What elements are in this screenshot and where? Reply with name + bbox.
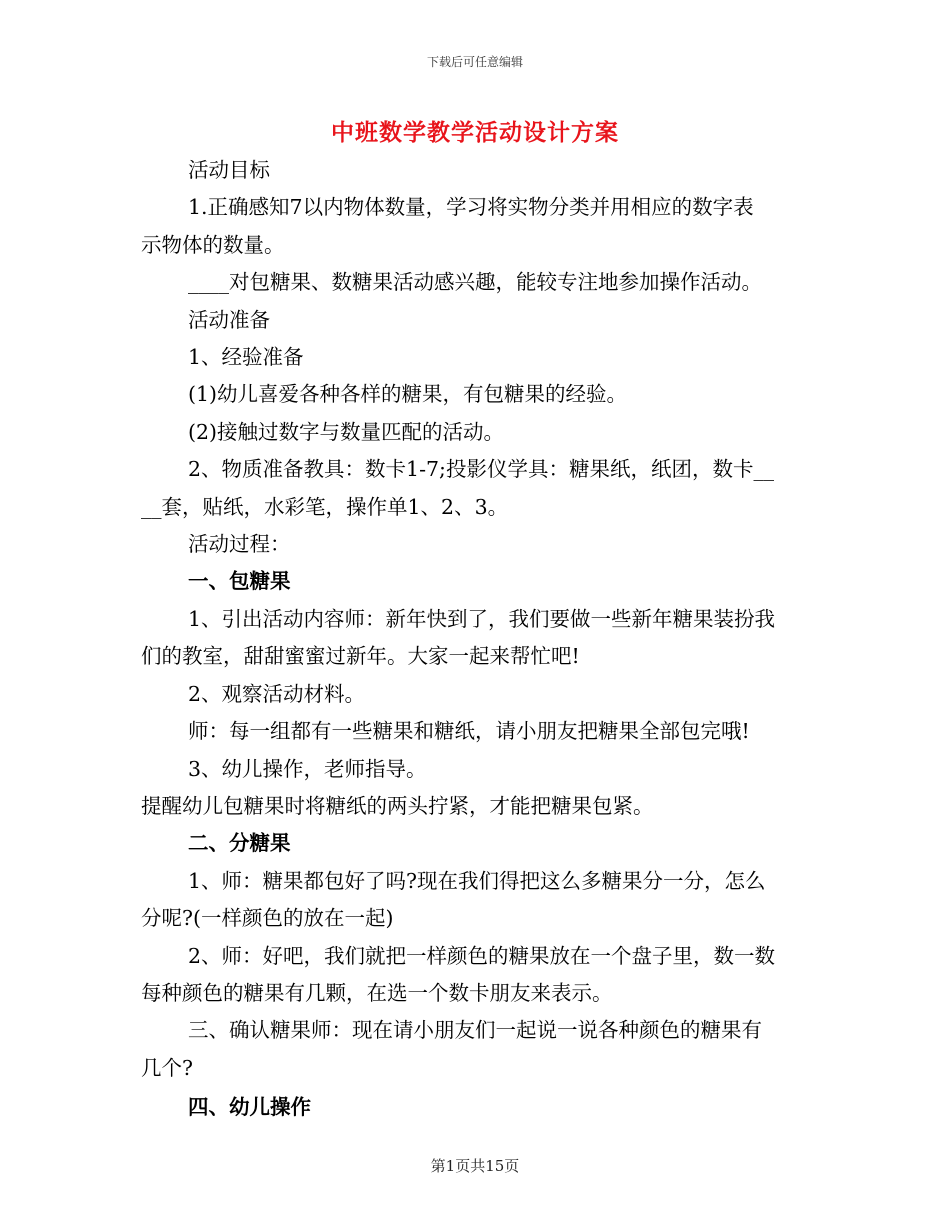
- document-body: [141, 152, 813, 1127]
- paragraph-line: 3、幼儿操作，老师指导。: [188, 756, 427, 781]
- paragraph-line: __套，贴纸，水彩笔，操作单1、2、3。: [141, 494, 509, 519]
- paragraph-line: 2、观察活动材料。: [188, 681, 366, 706]
- paragraph-line: 2、物质准备教具：数卡1-7;投影仪学具：糖果纸，纸团，数卡__: [188, 457, 774, 482]
- step-heading-child-operation: 四、幼儿操作: [188, 1095, 311, 1120]
- paragraph-line: 1.正确感知7以内物体数量，学习将实物分类并用相应的数字表: [188, 195, 754, 220]
- paragraph-line: (2)接触过数字与数量匹配的活动。: [188, 419, 505, 444]
- paragraph-line: 提醒幼儿包糖果时将糖纸的两头拧紧，才能把糖果包紧。: [141, 793, 654, 818]
- paragraph-line: 每种颜色的糖果有几颗，在选一个数卡朋友来表示。: [141, 980, 613, 1005]
- paragraph-line: 1、经验准备: [188, 345, 304, 370]
- paragraph-line: ____对包糖果、数糖果活动感兴趣，能较专注地参加操作活动。: [188, 270, 762, 295]
- paragraph-line: 1、引出活动内容师：新年快到了，我们要做一些新年糖果装扮我: [188, 606, 776, 631]
- section-heading-preparation: 活动准备: [188, 307, 270, 332]
- paragraph-line: 1、师：糖果都包好了吗?现在我们得把这么多糖果分一分，怎么: [188, 868, 766, 893]
- document-title: 中班数学教学活动设计方案: [331, 119, 619, 146]
- header-note: 下载后可任意编辑: [426, 55, 523, 69]
- paragraph-line: 师：每一组都有一些糖果和糖纸，请小朋友把糖果全部包完哦!: [188, 719, 750, 744]
- page-number-footer: 第1页共15页: [430, 1157, 520, 1175]
- paragraph-line: 三、确认糖果师：现在请小朋友们一起说一说各种颜色的糖果有: [188, 1018, 762, 1043]
- paragraph-line: 示物体的数量。: [141, 232, 285, 257]
- section-heading-goals: 活动目标: [188, 158, 270, 182]
- section-heading-process: 活动过程：: [188, 532, 291, 557]
- paragraph-line: (1)幼儿喜爱各种各样的糖果，有包糖果的经验。: [188, 382, 628, 407]
- paragraph-line: 分呢?(一样颜色的放在一起): [141, 906, 394, 931]
- step-heading-wrap-candy: 一、包糖果: [188, 569, 291, 594]
- paragraph-line: 们的教室，甜甜蜜蜜过新年。大家一起来帮忙吧!: [141, 644, 580, 669]
- step-heading-sort-candy: 二、分糖果: [188, 831, 291, 856]
- paragraph-line: 2、师：好吧，我们就把一样颜色的糖果放在一个盘子里，数一数: [188, 943, 776, 968]
- paragraph-line: 几个?: [141, 1055, 193, 1080]
